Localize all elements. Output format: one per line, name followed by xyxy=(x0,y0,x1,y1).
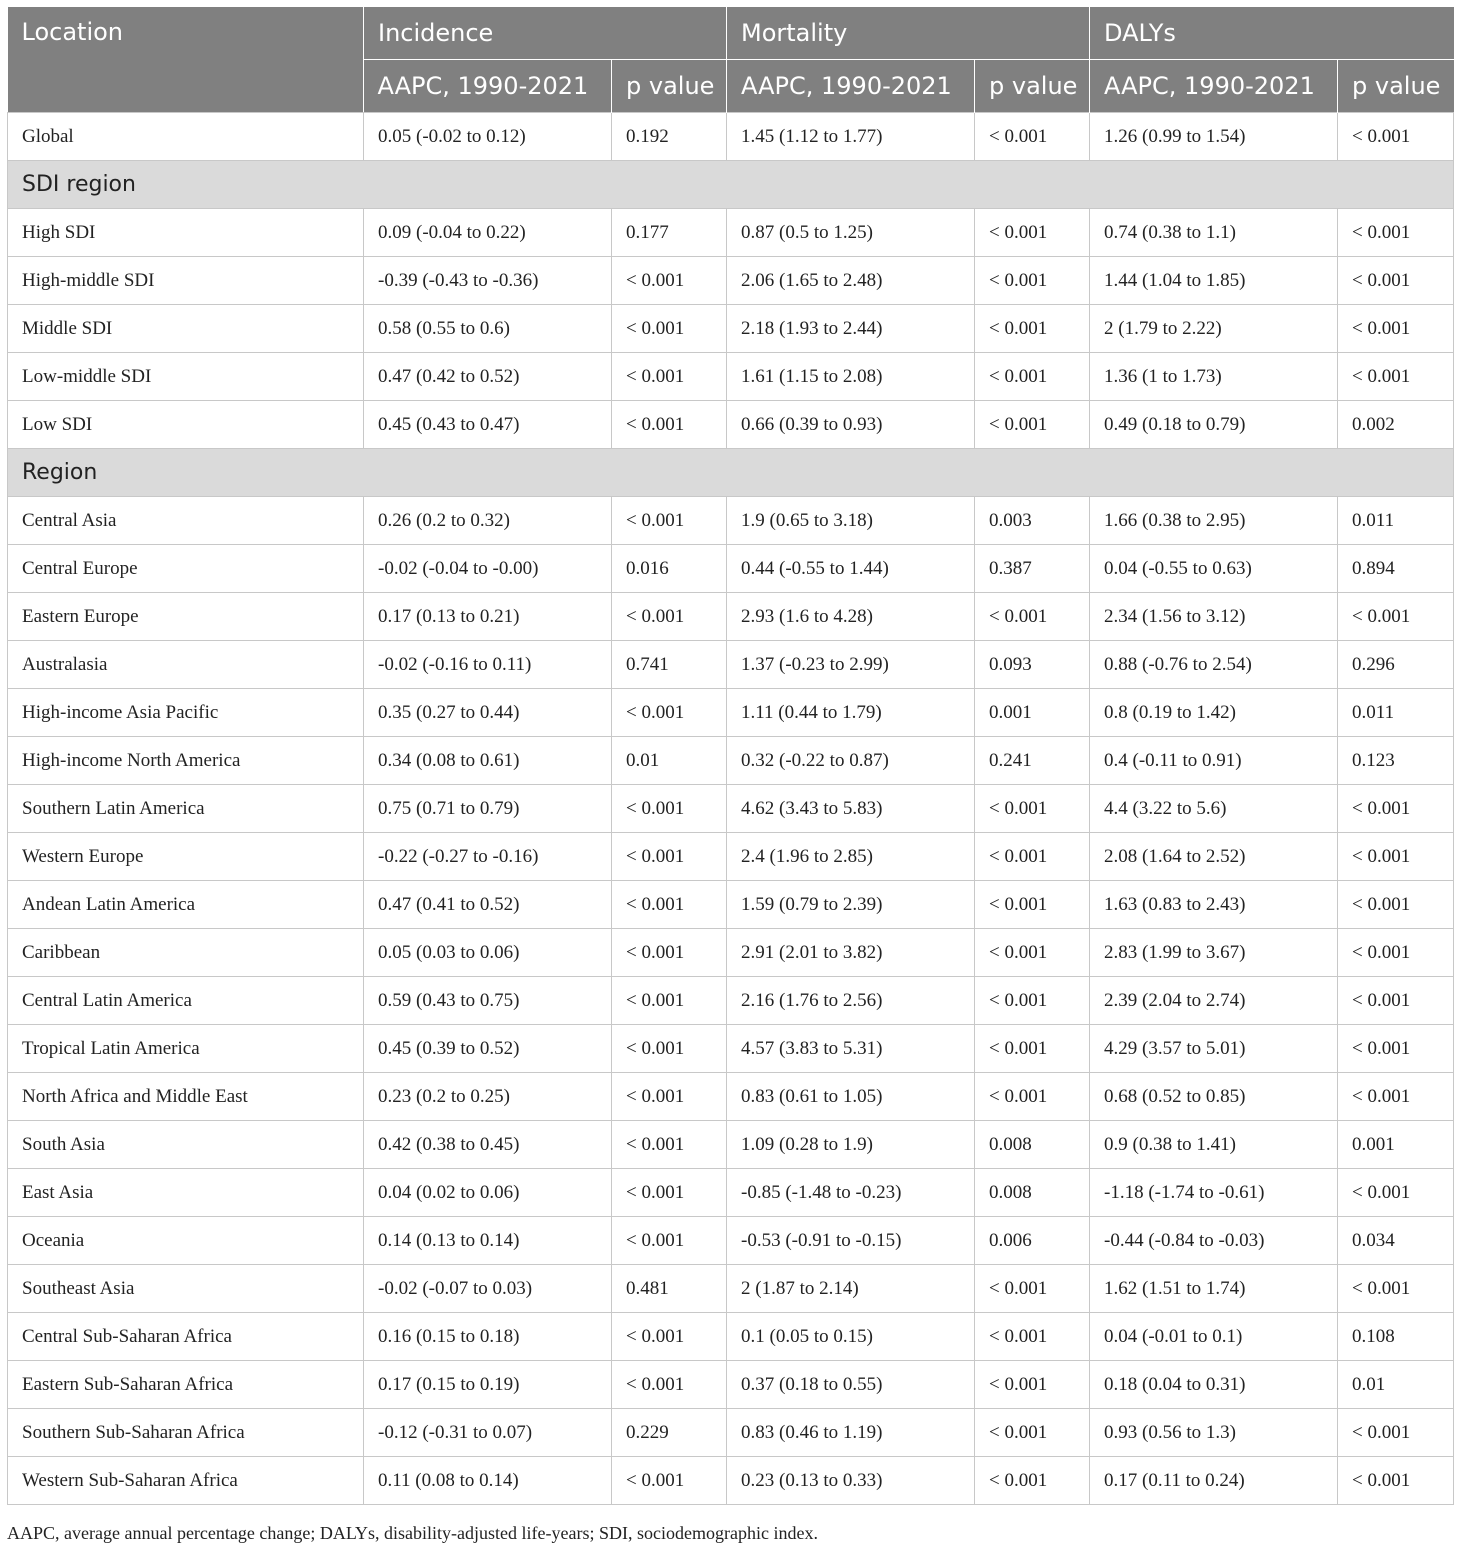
mortality-p-cell: < 0.001 xyxy=(975,209,1090,257)
incidence-aapc-cell: 0.45 (0.39 to 0.52) xyxy=(364,1025,612,1073)
mortality-aapc-cell: 0.32 (-0.22 to 0.87) xyxy=(727,737,975,785)
mortality-aapc-cell: 0.83 (0.61 to 1.05) xyxy=(727,1073,975,1121)
location-cell: Eastern Europe xyxy=(8,593,364,641)
mortality-aapc-cell: 1.37 (-0.23 to 2.99) xyxy=(727,641,975,689)
incidence-p-cell: 0.016 xyxy=(612,545,727,593)
table-row xyxy=(8,641,1454,689)
incidence-p-cell: 0.177 xyxy=(612,209,727,257)
incidence-aapc-cell: 0.05 (0.03 to 0.06) xyxy=(364,929,612,977)
table-row xyxy=(8,257,1454,305)
mortality-p-cell: < 0.001 xyxy=(975,1265,1090,1313)
mortality-aapc-cell: 2.4 (1.96 to 2.85) xyxy=(727,833,975,881)
dalys-p-header: p value xyxy=(1338,60,1454,113)
location-cell: Tropical Latin America xyxy=(8,1025,364,1073)
location-cell: Middle SDI xyxy=(8,305,364,353)
dalys-aapc-cell: 1.36 (1 to 1.73) xyxy=(1090,353,1338,401)
table-row xyxy=(8,833,1454,881)
dalys-p-cell: < 0.001 xyxy=(1338,1265,1454,1313)
mortality-aapc-cell: 1.11 (0.44 to 1.79) xyxy=(727,689,975,737)
incidence-aapc-cell: 0.05 (-0.02 to 0.12) xyxy=(364,113,612,161)
mortality-aapc-cell: 2.16 (1.76 to 2.56) xyxy=(727,977,975,1025)
incidence-aapc-cell: -0.39 (-0.43 to -0.36) xyxy=(364,257,612,305)
incidence-p-cell: < 0.001 xyxy=(612,1313,727,1361)
mortality-p-cell: < 0.001 xyxy=(975,257,1090,305)
dalys-aapc-header: AAPC, 1990-2021 xyxy=(1090,60,1338,113)
dalys-p-cell: 0.011 xyxy=(1338,689,1454,737)
mortality-p-cell: < 0.001 xyxy=(975,1457,1090,1505)
mortality-aapc-cell: 0.1 (0.05 to 0.15) xyxy=(727,1313,975,1361)
incidence-p-cell: < 0.001 xyxy=(612,497,727,545)
incidence-p-cell: < 0.001 xyxy=(612,1457,727,1505)
dalys-aapc-cell: 1.66 (0.38 to 2.95) xyxy=(1090,497,1338,545)
incidence-p-cell: < 0.001 xyxy=(612,305,727,353)
location-cell: High-middle SDI xyxy=(8,257,364,305)
location-cell: Eastern Sub-Saharan Africa xyxy=(8,1361,364,1409)
mortality-p-cell: < 0.001 xyxy=(975,785,1090,833)
incidence-p-cell: 0.741 xyxy=(612,641,727,689)
incidence-p-cell: 0.481 xyxy=(612,1265,727,1313)
location-cell: Central Latin America xyxy=(8,977,364,1025)
dalys-p-cell: 0.296 xyxy=(1338,641,1454,689)
location-cell: Andean Latin America xyxy=(8,881,364,929)
dalys-aapc-cell: 1.63 (0.83 to 2.43) xyxy=(1090,881,1338,929)
location-cell: Southern Sub-Saharan Africa xyxy=(8,1409,364,1457)
dalys-p-cell: 0.001 xyxy=(1338,1121,1454,1169)
dalys-p-cell: 0.002 xyxy=(1338,401,1454,449)
table-row xyxy=(8,689,1454,737)
incidence-aapc-cell: 0.42 (0.38 to 0.45) xyxy=(364,1121,612,1169)
section-title: SDI region xyxy=(8,161,1454,209)
dalys-p-cell: < 0.001 xyxy=(1338,209,1454,257)
mortality-p-cell: 0.006 xyxy=(975,1217,1090,1265)
dalys-aapc-cell: 0.74 (0.38 to 1.1) xyxy=(1090,209,1338,257)
incidence-p-cell: < 0.001 xyxy=(612,977,727,1025)
dalys-header: DALYs xyxy=(1090,7,1454,60)
mortality-aapc-cell: 2.93 (1.6 to 4.28) xyxy=(727,593,975,641)
location-cell: South Asia xyxy=(8,1121,364,1169)
dalys-p-cell: 0.034 xyxy=(1338,1217,1454,1265)
table-row xyxy=(8,1121,1454,1169)
mortality-p-cell: < 0.001 xyxy=(975,305,1090,353)
mortality-aapc-cell: 4.62 (3.43 to 5.83) xyxy=(727,785,975,833)
dalys-aapc-cell: 1.26 (0.99 to 1.54) xyxy=(1090,113,1338,161)
table-row xyxy=(8,593,1454,641)
mortality-aapc-header: AAPC, 1990-2021 xyxy=(727,60,975,113)
incidence-aapc-cell: 0.75 (0.71 to 0.79) xyxy=(364,785,612,833)
mortality-p-cell: 0.003 xyxy=(975,497,1090,545)
incidence-p-cell: < 0.001 xyxy=(612,257,727,305)
dalys-aapc-cell: -0.44 (-0.84 to -0.03) xyxy=(1090,1217,1338,1265)
mortality-aapc-cell: 0.83 (0.46 to 1.19) xyxy=(727,1409,975,1457)
mortality-aapc-cell: 2 (1.87 to 2.14) xyxy=(727,1265,975,1313)
incidence-header: Incidence xyxy=(364,7,727,60)
incidence-p-cell: < 0.001 xyxy=(612,1217,727,1265)
table-row xyxy=(8,1073,1454,1121)
incidence-p-cell: < 0.001 xyxy=(612,593,727,641)
table-row xyxy=(8,737,1454,785)
incidence-aapc-cell: 0.58 (0.55 to 0.6) xyxy=(364,305,612,353)
incidence-p-cell: < 0.001 xyxy=(612,1073,727,1121)
location-cell: Low-middle SDI xyxy=(8,353,364,401)
incidence-aapc-cell: -0.02 (-0.16 to 0.11) xyxy=(364,641,612,689)
incidence-aapc-cell: 0.35 (0.27 to 0.44) xyxy=(364,689,612,737)
dalys-aapc-cell: 2.08 (1.64 to 2.52) xyxy=(1090,833,1338,881)
table-row xyxy=(8,1025,1454,1073)
incidence-p-cell: < 0.001 xyxy=(612,689,727,737)
incidence-aapc-cell: 0.34 (0.08 to 0.61) xyxy=(364,737,612,785)
mortality-aapc-cell: 2.91 (2.01 to 3.82) xyxy=(727,929,975,977)
location-cell: Low SDI xyxy=(8,401,364,449)
location-cell: Global xyxy=(8,113,364,161)
dalys-aapc-cell: 2 (1.79 to 2.22) xyxy=(1090,305,1338,353)
mortality-header: Mortality xyxy=(727,7,1090,60)
mortality-p-cell: < 0.001 xyxy=(975,593,1090,641)
table-row xyxy=(8,1265,1454,1313)
incidence-aapc-cell: 0.14 (0.13 to 0.14) xyxy=(364,1217,612,1265)
incidence-p-cell: < 0.001 xyxy=(612,833,727,881)
mortality-p-cell: 0.001 xyxy=(975,689,1090,737)
mortality-aapc-cell: 0.44 (-0.55 to 1.44) xyxy=(727,545,975,593)
dalys-p-cell: < 0.001 xyxy=(1338,785,1454,833)
dalys-p-cell: < 0.001 xyxy=(1338,833,1454,881)
incidence-aapc-cell: 0.09 (-0.04 to 0.22) xyxy=(364,209,612,257)
incidence-p-header: p value xyxy=(612,60,727,113)
location-cell: Oceania xyxy=(8,1217,364,1265)
table-row xyxy=(8,497,1454,545)
mortality-p-cell: < 0.001 xyxy=(975,881,1090,929)
dalys-aapc-cell: 0.93 (0.56 to 1.3) xyxy=(1090,1409,1338,1457)
mortality-aapc-cell: 0.23 (0.13 to 0.33) xyxy=(727,1457,975,1505)
incidence-aapc-header: AAPC, 1990-2021 xyxy=(364,60,612,113)
mortality-aapc-cell: 1.59 (0.79 to 2.39) xyxy=(727,881,975,929)
mortality-p-cell: 0.387 xyxy=(975,545,1090,593)
table-row xyxy=(8,977,1454,1025)
mortality-aapc-cell: 2.06 (1.65 to 2.48) xyxy=(727,257,975,305)
dalys-aapc-cell: 0.88 (-0.76 to 2.54) xyxy=(1090,641,1338,689)
dalys-p-cell: < 0.001 xyxy=(1338,305,1454,353)
table-header xyxy=(8,7,1454,113)
dalys-aapc-cell: 1.62 (1.51 to 1.74) xyxy=(1090,1265,1338,1313)
mortality-p-cell: 0.093 xyxy=(975,641,1090,689)
location-cell: East Asia xyxy=(8,1169,364,1217)
dalys-aapc-cell: 0.04 (-0.55 to 0.63) xyxy=(1090,545,1338,593)
mortality-aapc-cell: 1.09 (0.28 to 1.9) xyxy=(727,1121,975,1169)
dalys-p-cell: 0.108 xyxy=(1338,1313,1454,1361)
dalys-p-cell: < 0.001 xyxy=(1338,113,1454,161)
location-cell: Australasia xyxy=(8,641,364,689)
dalys-aapc-cell: 0.8 (0.19 to 1.42) xyxy=(1090,689,1338,737)
mortality-p-cell: < 0.001 xyxy=(975,113,1090,161)
section-row-sdi xyxy=(8,161,1454,209)
table-row xyxy=(8,1409,1454,1457)
dalys-p-cell: < 0.001 xyxy=(1338,257,1454,305)
location-cell: North Africa and Middle East xyxy=(8,1073,364,1121)
mortality-p-cell: < 0.001 xyxy=(975,1025,1090,1073)
mortality-p-cell: 0.008 xyxy=(975,1121,1090,1169)
mortality-p-cell: < 0.001 xyxy=(975,929,1090,977)
incidence-aapc-cell: 0.17 (0.15 to 0.19) xyxy=(364,1361,612,1409)
incidence-p-cell: < 0.001 xyxy=(612,401,727,449)
table-row xyxy=(8,353,1454,401)
table-footnote: AAPC, average annual percentage change; DALYs, disability-adjusted life-years; SDI, sociodemographic index. xyxy=(7,1523,818,1543)
dalys-p-cell: 0.011 xyxy=(1338,497,1454,545)
dalys-aapc-cell: 2.34 (1.56 to 3.12) xyxy=(1090,593,1338,641)
location-header: Location xyxy=(8,7,364,113)
incidence-aapc-cell: 0.17 (0.13 to 0.21) xyxy=(364,593,612,641)
incidence-p-cell: 0.01 xyxy=(612,737,727,785)
incidence-aapc-cell: -0.02 (-0.07 to 0.03) xyxy=(364,1265,612,1313)
table-body xyxy=(8,113,1454,1505)
mortality-aapc-cell: -0.85 (-1.48 to -0.23) xyxy=(727,1169,975,1217)
table-row xyxy=(8,1217,1454,1265)
mortality-aapc-cell: 4.57 (3.83 to 5.31) xyxy=(727,1025,975,1073)
incidence-aapc-cell: -0.22 (-0.27 to -0.16) xyxy=(364,833,612,881)
section-title: Region xyxy=(8,449,1454,497)
table-row xyxy=(8,401,1454,449)
incidence-p-cell: < 0.001 xyxy=(612,353,727,401)
dalys-aapc-cell: 4.4 (3.22 to 5.6) xyxy=(1090,785,1338,833)
dalys-p-cell: 0.894 xyxy=(1338,545,1454,593)
table-row xyxy=(8,209,1454,257)
mortality-aapc-cell: 1.9 (0.65 to 3.18) xyxy=(727,497,975,545)
mortality-aapc-cell: 2.18 (1.93 to 2.44) xyxy=(727,305,975,353)
dalys-p-cell: 0.123 xyxy=(1338,737,1454,785)
table-row xyxy=(8,305,1454,353)
incidence-p-cell: < 0.001 xyxy=(612,785,727,833)
mortality-p-cell: 0.241 xyxy=(975,737,1090,785)
mortality-aapc-cell: 0.87 (0.5 to 1.25) xyxy=(727,209,975,257)
location-cell: Southeast Asia xyxy=(8,1265,364,1313)
dalys-p-cell: < 0.001 xyxy=(1338,881,1454,929)
mortality-p-cell: 0.008 xyxy=(975,1169,1090,1217)
dalys-aapc-cell: 2.39 (2.04 to 2.74) xyxy=(1090,977,1338,1025)
mortality-p-cell: < 0.001 xyxy=(975,1361,1090,1409)
location-cell: Central Sub-Saharan Africa xyxy=(8,1313,364,1361)
mortality-p-cell: < 0.001 xyxy=(975,977,1090,1025)
incidence-aapc-cell: 0.16 (0.15 to 0.18) xyxy=(364,1313,612,1361)
table-row xyxy=(8,1361,1454,1409)
incidence-p-cell: < 0.001 xyxy=(612,1169,727,1217)
dalys-aapc-cell: 2.83 (1.99 to 3.67) xyxy=(1090,929,1338,977)
location-cell: Central Europe xyxy=(8,545,364,593)
dalys-aapc-cell: 0.68 (0.52 to 0.85) xyxy=(1090,1073,1338,1121)
dalys-aapc-cell: -1.18 (-1.74 to -0.61) xyxy=(1090,1169,1338,1217)
dalys-p-cell: < 0.001 xyxy=(1338,1025,1454,1073)
incidence-p-cell: 0.192 xyxy=(612,113,727,161)
dalys-aapc-cell: 0.04 (-0.01 to 0.1) xyxy=(1090,1313,1338,1361)
mortality-aapc-cell: 0.37 (0.18 to 0.55) xyxy=(727,1361,975,1409)
dalys-aapc-cell: 0.9 (0.38 to 1.41) xyxy=(1090,1121,1338,1169)
dalys-aapc-cell: 0.18 (0.04 to 0.31) xyxy=(1090,1361,1338,1409)
incidence-aapc-cell: 0.59 (0.43 to 0.75) xyxy=(364,977,612,1025)
table-row xyxy=(8,1313,1454,1361)
incidence-p-cell: < 0.001 xyxy=(612,1361,727,1409)
table-row xyxy=(8,881,1454,929)
mortality-p-cell: < 0.001 xyxy=(975,1409,1090,1457)
aapc-table xyxy=(7,7,1454,1505)
location-cell: Caribbean xyxy=(8,929,364,977)
location-cell: High-income North America xyxy=(8,737,364,785)
dalys-p-cell: < 0.001 xyxy=(1338,353,1454,401)
table-row xyxy=(8,545,1454,593)
dalys-aapc-cell: 0.17 (0.11 to 0.24) xyxy=(1090,1457,1338,1505)
location-cell: High SDI xyxy=(8,209,364,257)
incidence-p-cell: 0.229 xyxy=(612,1409,727,1457)
incidence-aapc-cell: 0.45 (0.43 to 0.47) xyxy=(364,401,612,449)
dalys-p-cell: < 0.001 xyxy=(1338,1169,1454,1217)
incidence-aapc-cell: 0.04 (0.02 to 0.06) xyxy=(364,1169,612,1217)
mortality-aapc-cell: -0.53 (-0.91 to -0.15) xyxy=(727,1217,975,1265)
incidence-aapc-cell: 0.26 (0.2 to 0.32) xyxy=(364,497,612,545)
location-cell: Southern Latin America xyxy=(8,785,364,833)
dalys-p-cell: < 0.001 xyxy=(1338,1073,1454,1121)
incidence-p-cell: < 0.001 xyxy=(612,1121,727,1169)
mortality-p-cell: < 0.001 xyxy=(975,1313,1090,1361)
incidence-p-cell: < 0.001 xyxy=(612,929,727,977)
table-row xyxy=(8,785,1454,833)
mortality-aapc-cell: 0.66 (0.39 to 0.93) xyxy=(727,401,975,449)
incidence-aapc-cell: -0.12 (-0.31 to 0.07) xyxy=(364,1409,612,1457)
table-row xyxy=(8,1169,1454,1217)
mortality-p-cell: < 0.001 xyxy=(975,833,1090,881)
location-cell: Western Sub-Saharan Africa xyxy=(8,1457,364,1505)
table-row xyxy=(8,1457,1454,1505)
location-cell: Central Asia xyxy=(8,497,364,545)
dalys-p-cell: < 0.001 xyxy=(1338,1457,1454,1505)
location-cell: High-income Asia Pacific xyxy=(8,689,364,737)
incidence-aapc-cell: 0.23 (0.2 to 0.25) xyxy=(364,1073,612,1121)
mortality-aapc-cell: 1.45 (1.12 to 1.77) xyxy=(727,113,975,161)
mortality-aapc-cell: 1.61 (1.15 to 2.08) xyxy=(727,353,975,401)
dalys-p-cell: < 0.001 xyxy=(1338,977,1454,1025)
incidence-p-cell: < 0.001 xyxy=(612,881,727,929)
incidence-p-cell: < 0.001 xyxy=(612,1025,727,1073)
table-row xyxy=(8,113,1454,161)
dalys-p-cell: 0.01 xyxy=(1338,1361,1454,1409)
dalys-aapc-cell: 1.44 (1.04 to 1.85) xyxy=(1090,257,1338,305)
mortality-p-cell: < 0.001 xyxy=(975,1073,1090,1121)
dalys-p-cell: < 0.001 xyxy=(1338,593,1454,641)
dalys-aapc-cell: 0.49 (0.18 to 0.79) xyxy=(1090,401,1338,449)
mortality-p-header: p value xyxy=(975,60,1090,113)
mortality-p-cell: < 0.001 xyxy=(975,401,1090,449)
table-row xyxy=(8,929,1454,977)
incidence-aapc-cell: 0.11 (0.08 to 0.14) xyxy=(364,1457,612,1505)
incidence-aapc-cell: 0.47 (0.41 to 0.52) xyxy=(364,881,612,929)
section-row-region xyxy=(8,449,1454,497)
location-cell: Western Europe xyxy=(8,833,364,881)
dalys-aapc-cell: 0.4 (-0.11 to 0.91) xyxy=(1090,737,1338,785)
incidence-aapc-cell: -0.02 (-0.04 to -0.00) xyxy=(364,545,612,593)
incidence-aapc-cell: 0.47 (0.42 to 0.52) xyxy=(364,353,612,401)
dalys-aapc-cell: 4.29 (3.57 to 5.01) xyxy=(1090,1025,1338,1073)
mortality-p-cell: < 0.001 xyxy=(975,353,1090,401)
dalys-p-cell: < 0.001 xyxy=(1338,929,1454,977)
dalys-p-cell: < 0.001 xyxy=(1338,1409,1454,1457)
